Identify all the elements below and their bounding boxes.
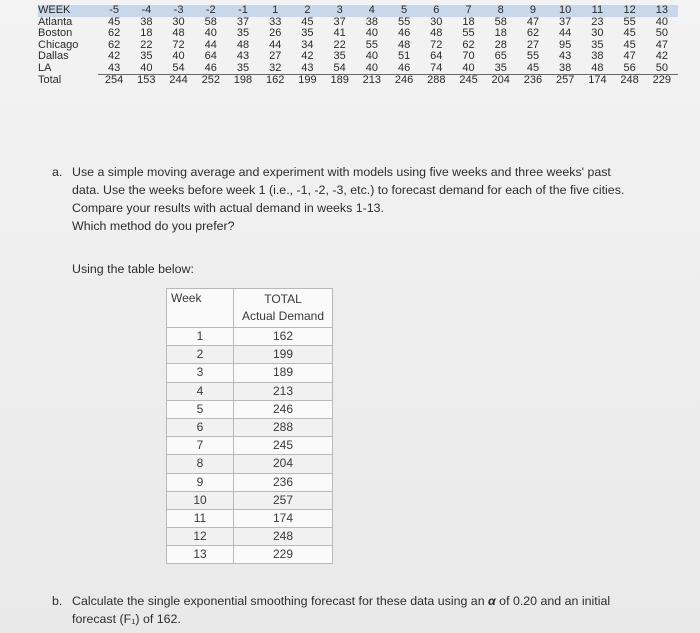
data-cell: 37: [333, 16, 346, 28]
data-cell: 45: [623, 28, 636, 39]
data-cell: 45: [107, 16, 121, 28]
data-cell: 7: [452, 5, 484, 17]
weekly-demand-table: [166, 288, 333, 564]
week-cell: 3: [167, 364, 234, 382]
data-row-total: [38, 75, 678, 87]
data-cell: 189: [324, 75, 356, 87]
table-row: [167, 382, 333, 400]
data-cell: 13: [646, 5, 678, 17]
demand-cell: 245: [234, 437, 333, 455]
data-cell: -4: [130, 5, 162, 17]
week-cell: 1: [167, 328, 234, 346]
data-cell: 37: [236, 16, 250, 28]
data-cell: 42: [655, 51, 668, 62]
data-cell: 41: [333, 28, 346, 39]
demand-cell: 213: [234, 382, 333, 400]
question-a-marker: a.: [52, 165, 63, 179]
data-cell: 55: [526, 51, 540, 62]
data-cell: 62: [526, 28, 540, 39]
question-a-line-4: Which method do you prefer?: [72, 219, 235, 233]
data-cell: 45: [526, 62, 540, 74]
data-row-chicago: [38, 40, 678, 52]
data-cell: 47: [623, 51, 636, 62]
demand-cell: 229: [234, 546, 333, 564]
data-row-week: [38, 5, 678, 17]
week-cell: 8: [167, 455, 234, 473]
row-label: Dallas: [38, 51, 69, 62]
data-cell: 55: [365, 39, 378, 51]
table-row: [167, 509, 333, 527]
data-cell: 74: [430, 62, 443, 74]
data-cell: 153: [130, 75, 162, 87]
data-cell: 245: [452, 75, 484, 87]
data-cell: 42: [107, 51, 121, 62]
total-header-line-2: Actual Demand: [241, 309, 325, 323]
data-cell: 4: [356, 5, 388, 17]
data-cell: 48: [430, 28, 443, 39]
data-cell: 23: [591, 16, 604, 28]
data-cell: 27: [269, 51, 282, 62]
data-row-atlanta: [38, 17, 678, 29]
week-column-header: Week: [167, 289, 234, 328]
table-row: [167, 328, 333, 346]
question-b-line-1-pre: Calculate the single exponential smoothing forecast for these data using an: [72, 594, 489, 608]
data-cell: 64: [204, 51, 217, 62]
data-cell: 35: [236, 62, 250, 74]
data-cell: 70: [462, 51, 475, 62]
week-cell: 10: [167, 491, 234, 509]
demand-data-table: [38, 5, 678, 87]
data-cell: 35: [591, 39, 604, 51]
row-label: WEEK: [38, 5, 98, 17]
week-cell: 5: [167, 400, 234, 418]
data-cell: 12: [614, 5, 646, 17]
data-cell: 45: [301, 16, 314, 28]
data-cell: 48: [172, 28, 185, 39]
row-label: Atlanta: [38, 16, 73, 28]
data-cell: 42: [301, 51, 314, 62]
data-cell: 2: [291, 5, 323, 17]
data-cell: 45: [623, 39, 636, 51]
data-cell: 257: [549, 75, 581, 87]
question-a: [52, 163, 682, 235]
data-cell: 288: [420, 75, 452, 87]
demand-cell: 204: [234, 455, 333, 473]
data-cell: -1: [227, 5, 259, 17]
data-cell: 18: [462, 16, 475, 28]
data-cell: -3: [162, 5, 194, 17]
data-cell: 22: [140, 39, 153, 51]
week-cell: 6: [167, 418, 234, 436]
table-row: [167, 400, 333, 418]
data-cell: 43: [107, 62, 121, 74]
demand-cell: 236: [234, 473, 333, 491]
data-cell: 43: [559, 51, 572, 62]
table-row: [167, 546, 333, 564]
data-cell: 58: [204, 16, 217, 28]
data-cell: 33: [269, 16, 282, 28]
data-cell: 48: [397, 39, 411, 51]
data-cell: 64: [430, 51, 443, 62]
week-cell: 9: [167, 473, 234, 491]
using-table-label: Using the table below:: [72, 262, 194, 276]
data-cell: 199: [291, 75, 323, 87]
data-cell: 40: [204, 28, 217, 39]
data-cell: 48: [591, 62, 604, 74]
table-row: [167, 491, 333, 509]
data-cell: 252: [195, 75, 227, 87]
row-label: LA: [38, 62, 52, 74]
data-cell: 62: [107, 28, 121, 39]
data-cell: 8: [485, 5, 517, 17]
data-cell: 26: [269, 28, 282, 39]
data-cell: 174: [581, 75, 613, 87]
data-cell: 229: [646, 75, 678, 87]
data-cell: 35: [236, 28, 250, 39]
data-cell: 51: [397, 51, 411, 62]
data-cell: 248: [614, 75, 646, 87]
data-cell: 40: [172, 51, 185, 62]
data-cell: 35: [301, 28, 314, 39]
data-cell: 1: [259, 5, 291, 17]
data-cell: 47: [655, 39, 668, 51]
question-b: [52, 592, 682, 628]
demand-cell: 162: [234, 328, 333, 346]
data-cell: 47: [526, 16, 540, 28]
data-cell: 10: [549, 5, 581, 17]
data-cell: 11: [581, 5, 613, 17]
data-cell: 236: [517, 75, 549, 87]
table-row: [167, 473, 333, 491]
data-cell: 46: [204, 62, 217, 74]
question-a-line-2: data. Use the weeks before week 1 (i.e., -1, -2, -3, etc.) to forecast demand for each of the five cities.: [72, 183, 625, 197]
data-cell: 48: [236, 39, 250, 51]
data-cell: 65: [494, 51, 507, 62]
data-cell: 72: [430, 39, 443, 51]
data-cell: 62: [107, 39, 121, 51]
total-header-line-1: TOTAL: [264, 292, 302, 306]
data-cell: 18: [494, 28, 507, 39]
data-cell: 18: [140, 28, 153, 39]
data-cell: 246: [388, 75, 420, 87]
data-cell: 254: [98, 75, 130, 87]
question-a-line-3: Compare your results with actual demand in weeks 1-13.: [72, 201, 384, 215]
data-cell: 54: [333, 62, 346, 74]
data-cell: 204: [485, 75, 517, 87]
data-cell: 35: [494, 62, 507, 74]
demand-cell: 246: [234, 400, 333, 418]
data-cell: 54: [172, 62, 185, 74]
week-cell: 11: [167, 509, 234, 527]
demand-cell: 257: [234, 491, 333, 509]
data-cell: 27: [526, 39, 540, 51]
week-cell: 4: [167, 382, 234, 400]
data-cell: 162: [259, 75, 291, 87]
data-cell: 40: [655, 16, 668, 28]
data-cell: 46: [397, 28, 411, 39]
demand-cell: 288: [234, 418, 333, 436]
data-cell: -5: [98, 5, 130, 17]
data-cell: 55: [462, 28, 475, 39]
demand-cell: 248: [234, 528, 333, 546]
data-cell: 28: [494, 39, 507, 51]
data-cell: 5: [388, 5, 420, 17]
data-cell: 30: [591, 28, 604, 39]
table-row: [167, 418, 333, 436]
demand-cell: 199: [234, 346, 333, 364]
row-label: Boston: [38, 28, 73, 39]
data-cell: 30: [430, 16, 443, 28]
data-cell: 40: [462, 62, 475, 74]
week-cell: 12: [167, 528, 234, 546]
table-row: [167, 346, 333, 364]
question-a-line-1: Use a simple moving average and experiment with models using five weeks and three weeks' past: [72, 165, 611, 179]
week-cell: 13: [167, 546, 234, 564]
week-cell: 2: [167, 346, 234, 364]
question-b-line-1-post: of 0.20 and an initial: [495, 594, 611, 608]
table-row: [167, 364, 333, 382]
table-row: [167, 528, 333, 546]
data-cell: 44: [204, 39, 217, 51]
data-cell: 46: [397, 62, 411, 74]
data-cell: 40: [140, 62, 153, 74]
row-label: Chicago: [38, 39, 79, 51]
data-cell: 244: [162, 75, 194, 87]
data-cell: 198: [227, 75, 259, 87]
data-cell: 30: [172, 16, 185, 28]
data-cell: 35: [140, 51, 153, 62]
data-cell: 37: [559, 16, 572, 28]
data-cell: 3: [324, 5, 356, 17]
data-cell: 43: [236, 51, 250, 62]
data-cell: 58: [494, 16, 507, 28]
table-row: [167, 437, 333, 455]
data-cell: 6: [420, 5, 452, 17]
data-cell: 38: [591, 51, 604, 62]
data-cell: 22: [333, 39, 346, 51]
data-cell: 62: [462, 39, 475, 51]
data-cell: 213: [356, 75, 388, 87]
question-b-line-2: forecast (F₁) of 162.: [72, 612, 181, 626]
data-row-boston: [38, 28, 678, 40]
row-label: Total: [38, 74, 62, 86]
data-cell: 40: [365, 62, 378, 74]
data-cell: 9: [517, 5, 549, 17]
data-cell: 40: [365, 51, 378, 62]
data-cell: 55: [397, 16, 411, 28]
data-cell: 38: [140, 16, 153, 28]
week-cell: 7: [167, 437, 234, 455]
demand-cell: 174: [234, 509, 333, 527]
data-cell: 56: [623, 62, 636, 74]
data-cell: 44: [559, 28, 572, 39]
data-cell: 44: [269, 39, 282, 51]
data-cell: 34: [301, 39, 314, 51]
data-cell: 35: [333, 51, 346, 62]
data-cell: -2: [195, 5, 227, 17]
alpha-symbol: α: [488, 594, 496, 608]
question-b-marker: b.: [52, 594, 63, 608]
data-row-dallas: [38, 51, 678, 63]
data-cell: 50: [655, 28, 668, 39]
data-cell: 38: [365, 16, 378, 28]
data-cell: 43: [301, 62, 314, 74]
data-cell: 40: [365, 28, 378, 39]
demand-cell: 189: [234, 364, 333, 382]
data-cell: 55: [623, 16, 636, 28]
data-cell: 72: [172, 39, 185, 51]
data-cell: 38: [559, 62, 572, 74]
data-cell: 32: [269, 62, 282, 74]
table-row: [167, 455, 333, 473]
data-cell: 95: [559, 39, 572, 51]
data-cell: 50: [655, 62, 668, 74]
total-column-header: [234, 289, 333, 328]
data-row-la: [38, 63, 678, 75]
